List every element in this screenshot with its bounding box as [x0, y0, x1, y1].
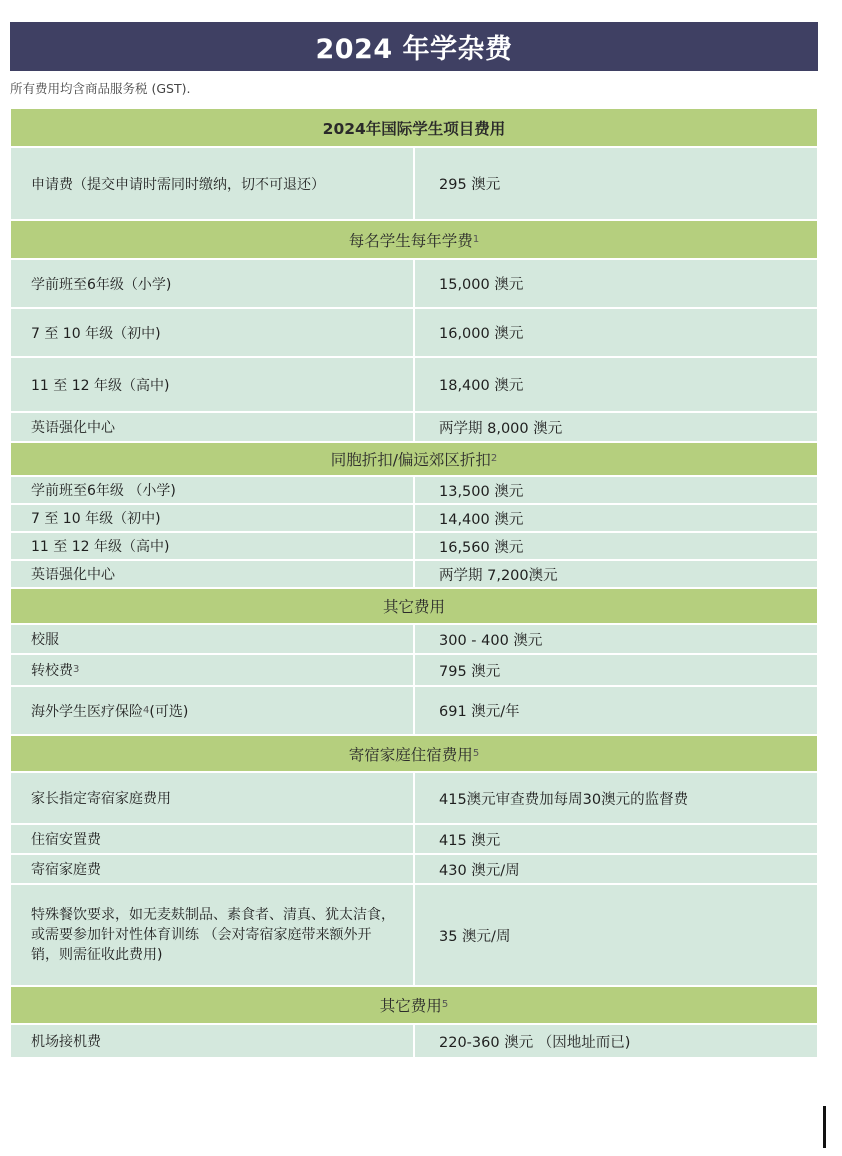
fee-table [11, 109, 817, 1059]
section-title: 每名学生每年学费 [348, 231, 473, 250]
gst-note: 所有费用均含商品服务税 (GST). [10, 81, 191, 96]
section-header-program-fees [11, 109, 817, 148]
table-row [11, 413, 817, 443]
fee-item-suffix: (可选) [149, 703, 189, 720]
section-header-tuition: 每名学生每年学费 1 [11, 221, 817, 260]
fee-amount: 295 澳元 [439, 177, 501, 193]
section-header-other-fees [11, 589, 817, 625]
table-row [11, 687, 817, 736]
table-row [11, 655, 817, 687]
fee-amount: 16,560 澳元 [439, 539, 524, 556]
section-header-homestay: 寄宿家庭住宿费用 5 [11, 736, 817, 773]
table-row [11, 358, 817, 413]
table-row [11, 825, 817, 855]
section-title: 其它费用 [379, 997, 442, 1015]
fee-amount: 795 澳元 [439, 663, 501, 680]
fee-item: 7 至 10 年级（初中) [11, 505, 415, 531]
table-row [11, 885, 817, 987]
fee-item-label: 海外学生医疗保险 [31, 703, 143, 720]
fee-amount: 16,000 澳元 [439, 326, 524, 342]
fee-amount: 415 澳元 [439, 832, 501, 849]
table-row [11, 561, 817, 589]
section-title: 2024年国际学生项目费用 [322, 119, 506, 138]
table-row [11, 1025, 817, 1059]
fee-item: 申请费（提交申请时需同时缴纳，切不可退还） [11, 148, 415, 219]
fee-item: 转校费 3 [11, 655, 415, 685]
fee-item: 机场接机费 [11, 1025, 415, 1057]
table-row [11, 477, 817, 505]
section-title: 同胞折扣/偏远郊区折扣 [330, 451, 491, 469]
fee-item: 特殊餐饮要求，如无麦麸制品、素食者、清真、犹太洁食，或需要参加针对性体育训练 （会对寄宿家庭带来额外开销，则需征收此费用) [11, 885, 415, 985]
fee-amount: 300 - 400 澳元 [439, 632, 543, 649]
page-title: 2024 年学杂费 [10, 22, 818, 71]
fee-item: 寄宿家庭费 [11, 855, 415, 883]
fee-item: 家长指定寄宿家庭费用 [11, 773, 415, 823]
table-row [11, 260, 817, 309]
fee-item: 学前班至6年级（小学) [11, 260, 415, 307]
fee-item: 7 至 10 年级（初中) [11, 309, 415, 356]
fee-amount: 430 澳元/周 [439, 862, 520, 879]
section-title: 寄宿家庭住宿费用 [348, 745, 473, 764]
fee-amount: 14,400 澳元 [439, 511, 524, 528]
fee-amount: 两学期 7,200澳元 [439, 567, 558, 584]
table-row [11, 505, 817, 533]
table-row [11, 625, 817, 655]
fee-item: 学前班至6年级 （小学) [11, 477, 415, 503]
fee-amount: 220-360 澳元 （因地址而已) [439, 1034, 631, 1051]
fee-item: 11 至 12 年级（高中) [11, 533, 415, 559]
section-header-discounts: 同胞折扣/偏远郊区折扣 2 [11, 443, 817, 477]
table-row [11, 773, 817, 825]
fee-amount: 13,500 澳元 [439, 483, 524, 500]
fee-amount: 415澳元审查费加每周30澳元的监督费 [439, 791, 689, 808]
edge-mark [823, 1106, 826, 1148]
fee-item: 英语强化中心 [11, 413, 415, 441]
fee-item-label: 转校费 [31, 663, 73, 679]
fee-amount: 18,400 澳元 [439, 378, 524, 394]
fee-item: 海外学生医疗保险 4 (可选) [11, 687, 415, 734]
fee-amount: 691 澳元/年 [439, 704, 520, 720]
section-title: 其它费用 [382, 598, 445, 616]
fee-item: 校服 [11, 625, 415, 653]
fee-amount: 两学期 8,000 澳元 [439, 420, 563, 437]
fee-amount: 15,000 澳元 [439, 277, 524, 293]
table-row [11, 533, 817, 561]
fee-item: 住宿安置费 [11, 825, 415, 853]
table-row [11, 148, 817, 221]
table-row [11, 855, 817, 885]
fee-item: 11 至 12 年级（高中) [11, 358, 415, 411]
fee-amount: 35 澳元/周 [439, 928, 511, 945]
table-row [11, 309, 817, 358]
section-header-other-fees-2: 其它费用 5 [11, 987, 817, 1025]
fee-item: 英语强化中心 [11, 561, 415, 587]
